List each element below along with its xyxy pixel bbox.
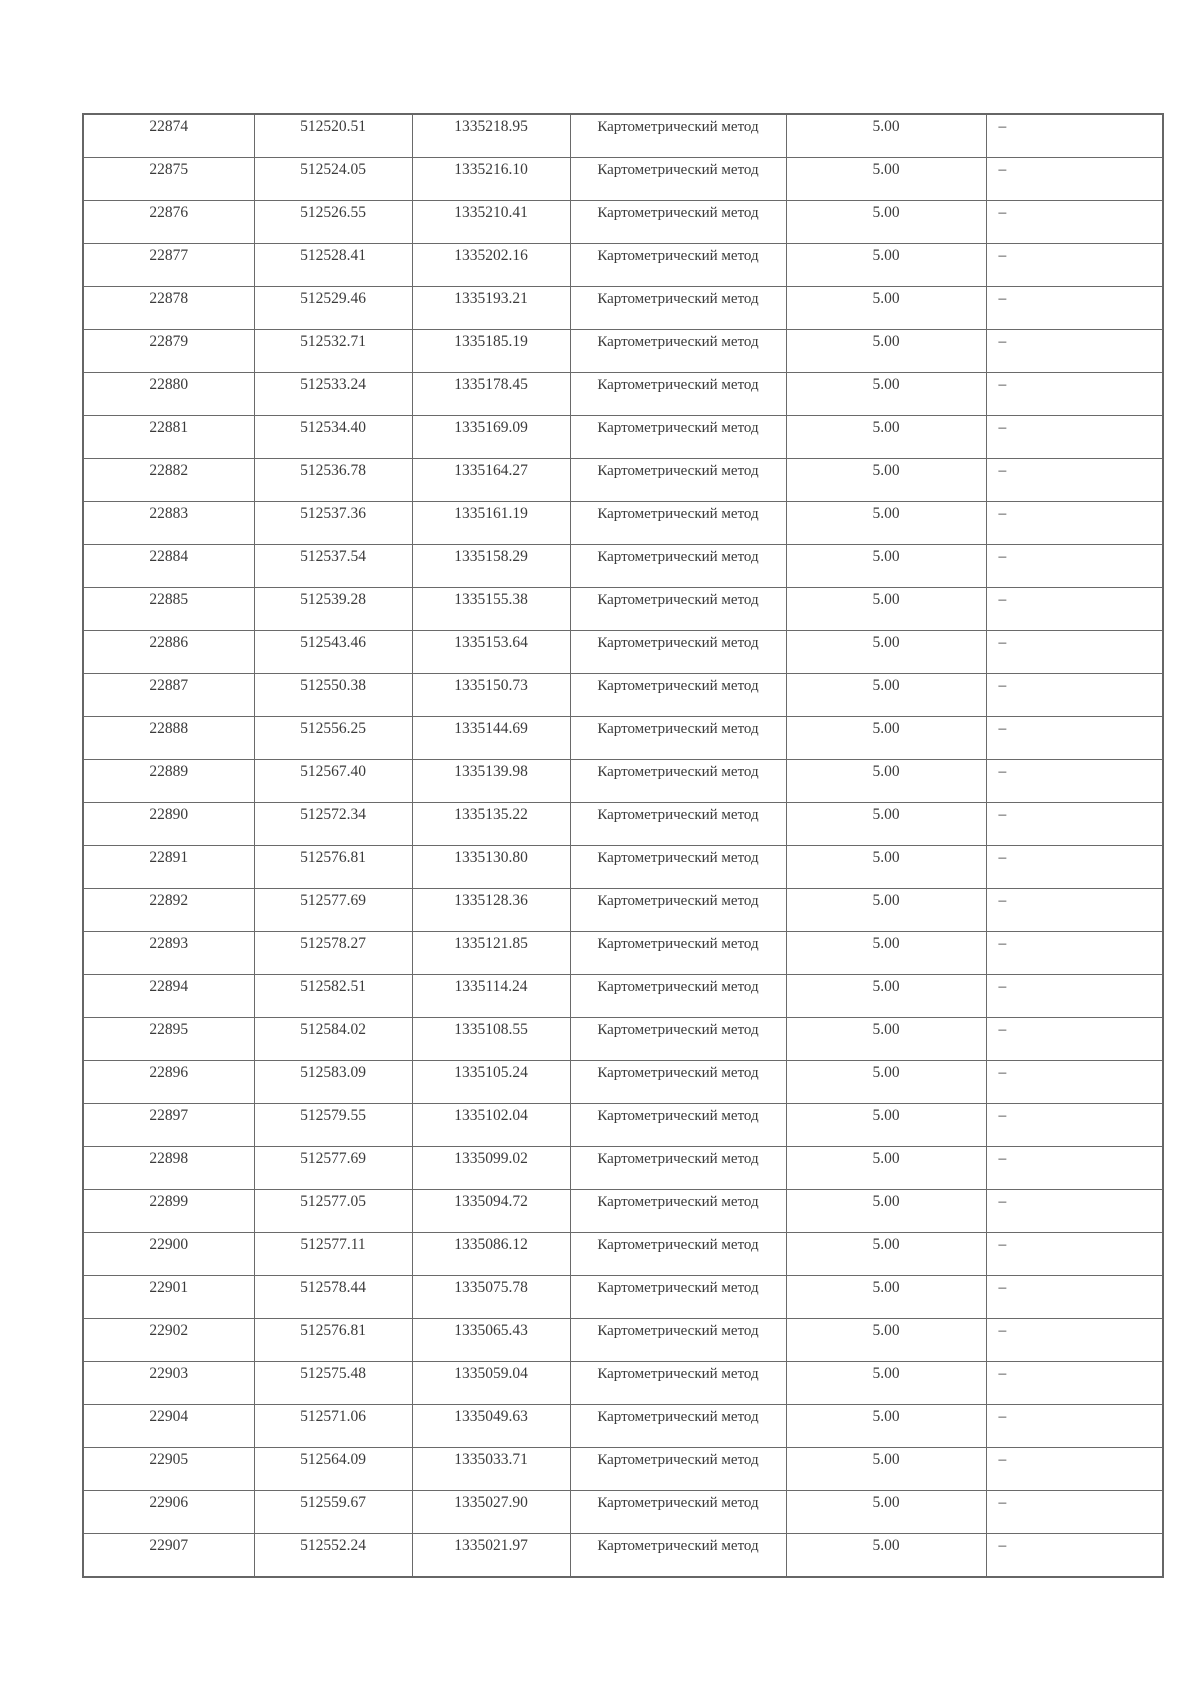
method-cell: Картометрический метод xyxy=(570,803,786,846)
x-coordinate-cell: 512556.25 xyxy=(254,717,412,760)
accuracy-cell: 5.00 xyxy=(786,846,986,889)
description-cell: – xyxy=(986,545,1163,588)
y-coordinate-cell: 1335059.04 xyxy=(412,1362,570,1405)
y-coordinate-cell: 1335139.98 xyxy=(412,760,570,803)
y-coordinate-cell: 1335216.10 xyxy=(412,158,570,201)
table-row xyxy=(83,416,1163,459)
y-coordinate-cell: 1335065.43 xyxy=(412,1319,570,1362)
method-cell: Картометрический метод xyxy=(570,1448,786,1491)
method-cell: Картометрический метод xyxy=(570,201,786,244)
y-coordinate-cell: 1335161.19 xyxy=(412,502,570,545)
point-number-cell: 22907 xyxy=(83,1534,254,1578)
x-coordinate-cell: 512537.36 xyxy=(254,502,412,545)
description-cell: – xyxy=(986,588,1163,631)
table-row xyxy=(83,674,1163,717)
method-cell: Картометрический метод xyxy=(570,244,786,287)
y-coordinate-cell: 1335027.90 xyxy=(412,1491,570,1534)
method-cell: Картометрический метод xyxy=(570,975,786,1018)
accuracy-cell: 5.00 xyxy=(786,889,986,932)
x-coordinate-cell: 512577.11 xyxy=(254,1233,412,1276)
description-cell: – xyxy=(986,373,1163,416)
point-number-cell: 22880 xyxy=(83,373,254,416)
accuracy-cell: 5.00 xyxy=(786,1491,986,1534)
y-coordinate-cell: 1335153.64 xyxy=(412,631,570,674)
accuracy-cell: 5.00 xyxy=(786,717,986,760)
table-row xyxy=(83,1319,1163,1362)
point-number-cell: 22890 xyxy=(83,803,254,846)
method-cell: Картометрический метод xyxy=(570,114,786,158)
point-number-cell: 22891 xyxy=(83,846,254,889)
accuracy-cell: 5.00 xyxy=(786,244,986,287)
table-row xyxy=(83,760,1163,803)
point-number-cell: 22903 xyxy=(83,1362,254,1405)
point-number-cell: 22900 xyxy=(83,1233,254,1276)
method-cell: Картометрический метод xyxy=(570,846,786,889)
point-number-cell: 22879 xyxy=(83,330,254,373)
method-cell: Картометрический метод xyxy=(570,588,786,631)
accuracy-cell: 5.00 xyxy=(786,114,986,158)
y-coordinate-cell: 1335193.21 xyxy=(412,287,570,330)
table-row xyxy=(83,1190,1163,1233)
point-number-cell: 22904 xyxy=(83,1405,254,1448)
x-coordinate-cell: 512529.46 xyxy=(254,287,412,330)
x-coordinate-cell: 512528.41 xyxy=(254,244,412,287)
description-cell: – xyxy=(986,846,1163,889)
description-cell: – xyxy=(986,889,1163,932)
accuracy-cell: 5.00 xyxy=(786,932,986,975)
accuracy-cell: 5.00 xyxy=(786,674,986,717)
accuracy-cell: 5.00 xyxy=(786,1190,986,1233)
y-coordinate-cell: 1335086.12 xyxy=(412,1233,570,1276)
x-coordinate-cell: 512572.34 xyxy=(254,803,412,846)
point-number-cell: 22888 xyxy=(83,717,254,760)
method-cell: Картометрический метод xyxy=(570,631,786,674)
accuracy-cell: 5.00 xyxy=(786,1233,986,1276)
point-number-cell: 22875 xyxy=(83,158,254,201)
x-coordinate-cell: 512559.67 xyxy=(254,1491,412,1534)
description-cell: – xyxy=(986,287,1163,330)
point-number-cell: 22884 xyxy=(83,545,254,588)
description-cell: – xyxy=(986,1534,1163,1578)
description-cell: – xyxy=(986,803,1163,846)
x-coordinate-cell: 512577.69 xyxy=(254,1147,412,1190)
y-coordinate-cell: 1335164.27 xyxy=(412,459,570,502)
method-cell: Картометрический метод xyxy=(570,760,786,803)
description-cell: – xyxy=(986,459,1163,502)
y-coordinate-cell: 1335021.97 xyxy=(412,1534,570,1578)
y-coordinate-cell: 1335158.29 xyxy=(412,545,570,588)
x-coordinate-cell: 512583.09 xyxy=(254,1061,412,1104)
accuracy-cell: 5.00 xyxy=(786,287,986,330)
x-coordinate-cell: 512533.24 xyxy=(254,373,412,416)
description-cell: – xyxy=(986,1319,1163,1362)
method-cell: Картометрический метод xyxy=(570,1491,786,1534)
table-row xyxy=(83,502,1163,545)
point-number-cell: 22883 xyxy=(83,502,254,545)
y-coordinate-cell: 1335185.19 xyxy=(412,330,570,373)
point-number-cell: 22877 xyxy=(83,244,254,287)
y-coordinate-cell: 1335114.24 xyxy=(412,975,570,1018)
x-coordinate-cell: 512571.06 xyxy=(254,1405,412,1448)
accuracy-cell: 5.00 xyxy=(786,760,986,803)
table-row xyxy=(83,1276,1163,1319)
x-coordinate-cell: 512520.51 xyxy=(254,114,412,158)
point-number-cell: 22885 xyxy=(83,588,254,631)
table-row xyxy=(83,459,1163,502)
y-coordinate-cell: 1335135.22 xyxy=(412,803,570,846)
accuracy-cell: 5.00 xyxy=(786,201,986,244)
point-number-cell: 22895 xyxy=(83,1018,254,1061)
x-coordinate-cell: 512524.05 xyxy=(254,158,412,201)
x-coordinate-cell: 512552.24 xyxy=(254,1534,412,1578)
point-number-cell: 22892 xyxy=(83,889,254,932)
x-coordinate-cell: 512526.55 xyxy=(254,201,412,244)
description-cell: – xyxy=(986,1276,1163,1319)
point-number-cell: 22874 xyxy=(83,114,254,158)
x-coordinate-cell: 512577.69 xyxy=(254,889,412,932)
x-coordinate-cell: 512582.51 xyxy=(254,975,412,1018)
accuracy-cell: 5.00 xyxy=(786,416,986,459)
method-cell: Картометрический метод xyxy=(570,1104,786,1147)
description-cell: – xyxy=(986,975,1163,1018)
accuracy-cell: 5.00 xyxy=(786,1018,986,1061)
y-coordinate-cell: 1335178.45 xyxy=(412,373,570,416)
accuracy-cell: 5.00 xyxy=(786,1147,986,1190)
method-cell: Картометрический метод xyxy=(570,373,786,416)
accuracy-cell: 5.00 xyxy=(786,502,986,545)
method-cell: Картометрический метод xyxy=(570,1233,786,1276)
method-cell: Картометрический метод xyxy=(570,1405,786,1448)
method-cell: Картометрический метод xyxy=(570,717,786,760)
accuracy-cell: 5.00 xyxy=(786,1362,986,1405)
y-coordinate-cell: 1335049.63 xyxy=(412,1405,570,1448)
method-cell: Картометрический метод xyxy=(570,1534,786,1578)
description-cell: – xyxy=(986,674,1163,717)
x-coordinate-cell: 512564.09 xyxy=(254,1448,412,1491)
y-coordinate-cell: 1335130.80 xyxy=(412,846,570,889)
x-coordinate-cell: 512579.55 xyxy=(254,1104,412,1147)
x-coordinate-cell: 512539.28 xyxy=(254,588,412,631)
table-row xyxy=(83,1233,1163,1276)
point-number-cell: 22876 xyxy=(83,201,254,244)
table-row xyxy=(83,201,1163,244)
description-cell: – xyxy=(986,1104,1163,1147)
table-row xyxy=(83,631,1163,674)
description-cell: – xyxy=(986,1061,1163,1104)
table-row xyxy=(83,244,1163,287)
y-coordinate-cell: 1335102.04 xyxy=(412,1104,570,1147)
y-coordinate-cell: 1335150.73 xyxy=(412,674,570,717)
x-coordinate-cell: 512576.81 xyxy=(254,846,412,889)
table-row xyxy=(83,1147,1163,1190)
table-row xyxy=(83,1061,1163,1104)
method-cell: Картометрический метод xyxy=(570,416,786,459)
table-row xyxy=(83,846,1163,889)
accuracy-cell: 5.00 xyxy=(786,803,986,846)
table-row xyxy=(83,158,1163,201)
table-row xyxy=(83,975,1163,1018)
y-coordinate-cell: 1335128.36 xyxy=(412,889,570,932)
y-coordinate-cell: 1335169.09 xyxy=(412,416,570,459)
x-coordinate-cell: 512537.54 xyxy=(254,545,412,588)
table-row xyxy=(83,803,1163,846)
x-coordinate-cell: 512543.46 xyxy=(254,631,412,674)
y-coordinate-cell: 1335105.24 xyxy=(412,1061,570,1104)
accuracy-cell: 5.00 xyxy=(786,330,986,373)
table-row xyxy=(83,373,1163,416)
description-cell: – xyxy=(986,330,1163,373)
description-cell: – xyxy=(986,416,1163,459)
y-coordinate-cell: 1335033.71 xyxy=(412,1448,570,1491)
point-number-cell: 22906 xyxy=(83,1491,254,1534)
x-coordinate-cell: 512532.71 xyxy=(254,330,412,373)
description-cell: – xyxy=(986,1405,1163,1448)
point-number-cell: 22901 xyxy=(83,1276,254,1319)
point-number-cell: 22886 xyxy=(83,631,254,674)
accuracy-cell: 5.00 xyxy=(786,1448,986,1491)
x-coordinate-cell: 512550.38 xyxy=(254,674,412,717)
y-coordinate-cell: 1335144.69 xyxy=(412,717,570,760)
description-cell: – xyxy=(986,1233,1163,1276)
description-cell: – xyxy=(986,1147,1163,1190)
table-row xyxy=(83,588,1163,631)
y-coordinate-cell: 1335094.72 xyxy=(412,1190,570,1233)
point-number-cell: 22881 xyxy=(83,416,254,459)
description-cell: – xyxy=(986,631,1163,674)
accuracy-cell: 5.00 xyxy=(786,545,986,588)
point-number-cell: 22902 xyxy=(83,1319,254,1362)
accuracy-cell: 5.00 xyxy=(786,975,986,1018)
table-row xyxy=(83,1491,1163,1534)
point-number-cell: 22889 xyxy=(83,760,254,803)
method-cell: Картометрический метод xyxy=(570,1018,786,1061)
accuracy-cell: 5.00 xyxy=(786,1405,986,1448)
table-row xyxy=(83,717,1163,760)
method-cell: Картометрический метод xyxy=(570,158,786,201)
table-row xyxy=(83,1448,1163,1491)
y-coordinate-cell: 1335155.38 xyxy=(412,588,570,631)
x-coordinate-cell: 512536.78 xyxy=(254,459,412,502)
accuracy-cell: 5.00 xyxy=(786,459,986,502)
description-cell: – xyxy=(986,1362,1163,1405)
table-row xyxy=(83,330,1163,373)
point-number-cell: 22897 xyxy=(83,1104,254,1147)
table-row xyxy=(83,1362,1163,1405)
method-cell: Картометрический метод xyxy=(570,287,786,330)
y-coordinate-cell: 1335202.16 xyxy=(412,244,570,287)
y-coordinate-cell: 1335121.85 xyxy=(412,932,570,975)
table-row xyxy=(83,932,1163,975)
table-row xyxy=(83,1104,1163,1147)
accuracy-cell: 5.00 xyxy=(786,1104,986,1147)
method-cell: Картометрический метод xyxy=(570,545,786,588)
method-cell: Картометрический метод xyxy=(570,1276,786,1319)
y-coordinate-cell: 1335108.55 xyxy=(412,1018,570,1061)
table-row xyxy=(83,1405,1163,1448)
table-row xyxy=(83,287,1163,330)
description-cell: – xyxy=(986,717,1163,760)
accuracy-cell: 5.00 xyxy=(786,1534,986,1578)
method-cell: Картометрический метод xyxy=(570,1362,786,1405)
table-row xyxy=(83,1534,1163,1578)
description-cell: – xyxy=(986,114,1163,158)
description-cell: – xyxy=(986,244,1163,287)
description-cell: – xyxy=(986,201,1163,244)
point-number-cell: 22898 xyxy=(83,1147,254,1190)
y-coordinate-cell: 1335218.95 xyxy=(412,114,570,158)
table-row xyxy=(83,114,1163,158)
description-cell: – xyxy=(986,158,1163,201)
method-cell: Картометрический метод xyxy=(570,1190,786,1233)
x-coordinate-cell: 512577.05 xyxy=(254,1190,412,1233)
method-cell: Картометрический метод xyxy=(570,330,786,373)
method-cell: Картометрический метод xyxy=(570,932,786,975)
point-number-cell: 22905 xyxy=(83,1448,254,1491)
point-number-cell: 22882 xyxy=(83,459,254,502)
method-cell: Картометрический метод xyxy=(570,1147,786,1190)
accuracy-cell: 5.00 xyxy=(786,1061,986,1104)
method-cell: Картометрический метод xyxy=(570,502,786,545)
x-coordinate-cell: 512567.40 xyxy=(254,760,412,803)
x-coordinate-cell: 512578.27 xyxy=(254,932,412,975)
x-coordinate-cell: 512575.48 xyxy=(254,1362,412,1405)
description-cell: – xyxy=(986,502,1163,545)
description-cell: – xyxy=(986,1018,1163,1061)
table-row xyxy=(83,1018,1163,1061)
x-coordinate-cell: 512578.44 xyxy=(254,1276,412,1319)
point-number-cell: 22899 xyxy=(83,1190,254,1233)
description-cell: – xyxy=(986,932,1163,975)
method-cell: Картометрический метод xyxy=(570,889,786,932)
table-row xyxy=(83,889,1163,932)
method-cell: Картометрический метод xyxy=(570,674,786,717)
accuracy-cell: 5.00 xyxy=(786,588,986,631)
y-coordinate-cell: 1335075.78 xyxy=(412,1276,570,1319)
point-number-cell: 22894 xyxy=(83,975,254,1018)
method-cell: Картометрический метод xyxy=(570,459,786,502)
description-cell: – xyxy=(986,1491,1163,1534)
point-number-cell: 22893 xyxy=(83,932,254,975)
accuracy-cell: 5.00 xyxy=(786,158,986,201)
accuracy-cell: 5.00 xyxy=(786,373,986,416)
description-cell: – xyxy=(986,1190,1163,1233)
accuracy-cell: 5.00 xyxy=(786,1319,986,1362)
table-row xyxy=(83,545,1163,588)
point-number-cell: 22878 xyxy=(83,287,254,330)
y-coordinate-cell: 1335210.41 xyxy=(412,201,570,244)
y-coordinate-cell: 1335099.02 xyxy=(412,1147,570,1190)
description-cell: – xyxy=(986,1448,1163,1491)
accuracy-cell: 5.00 xyxy=(786,1276,986,1319)
x-coordinate-cell: 512576.81 xyxy=(254,1319,412,1362)
point-number-cell: 22887 xyxy=(83,674,254,717)
point-number-cell: 22896 xyxy=(83,1061,254,1104)
x-coordinate-cell: 512584.02 xyxy=(254,1018,412,1061)
coordinates-table xyxy=(82,113,1164,1578)
method-cell: Картометрический метод xyxy=(570,1061,786,1104)
method-cell: Картометрический метод xyxy=(570,1319,786,1362)
description-cell: – xyxy=(986,760,1163,803)
accuracy-cell: 5.00 xyxy=(786,631,986,674)
x-coordinate-cell: 512534.40 xyxy=(254,416,412,459)
coordinates-table-body xyxy=(83,114,1163,1577)
